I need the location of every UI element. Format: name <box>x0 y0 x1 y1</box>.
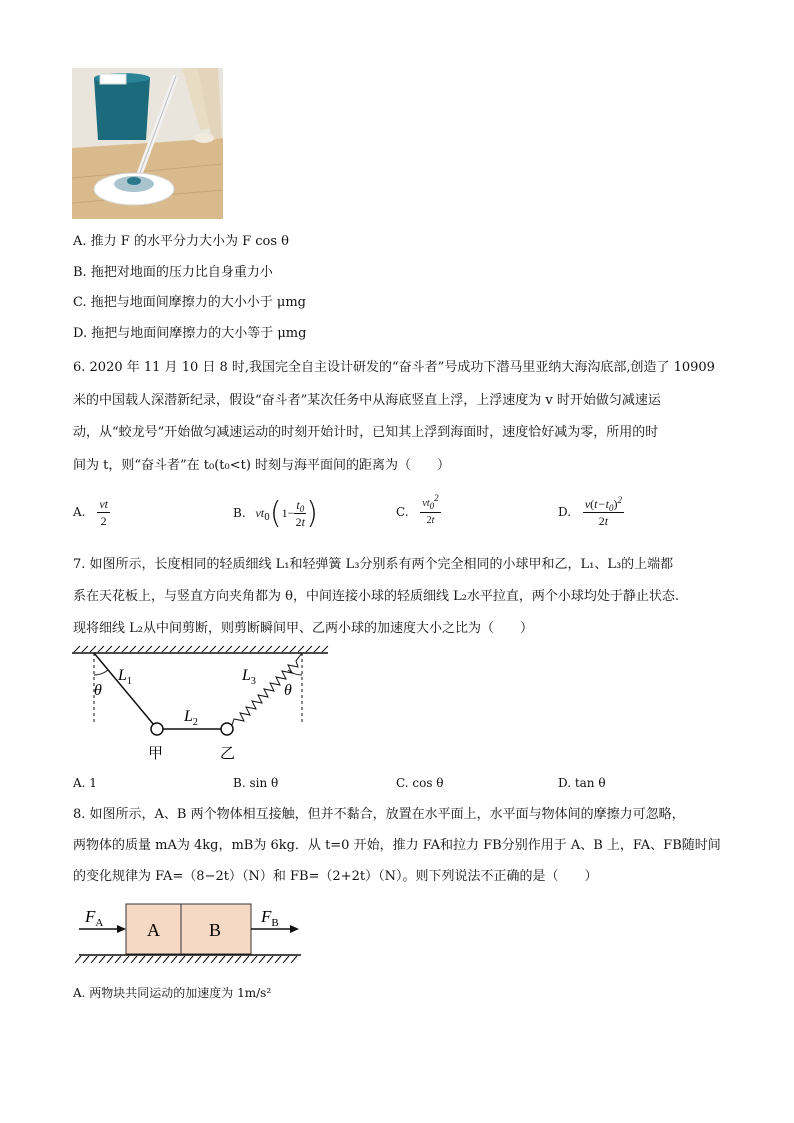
label-theta-right: θ <box>284 682 292 699</box>
formula-c: $\frac{vt_0^2}{2t}$ <box>422 493 439 526</box>
label-l2: $L_2$ <box>184 708 198 728</box>
q5-option-a: A. 推力 F 的水平分力大小为 F cos θ <box>73 234 289 249</box>
formula-vt-over-2: $\frac{vt}{2}$ <box>99 497 108 528</box>
q6-option-d-label: D. <box>558 505 572 519</box>
ball-jia <box>151 723 163 735</box>
label-fb: $F_B$ <box>261 907 279 929</box>
q7-line-3: 现将细线 L₂从中间剪断，则剪断瞬间甲、乙两小球的加速度大小之比为（ ） <box>73 621 533 636</box>
block-a-label: A <box>147 920 160 940</box>
q6-option-d <box>558 496 624 529</box>
ball-yi <box>221 723 233 735</box>
q7-line-2: 系在天花板上，与竖直方向夹角都为 θ，中间连接小球的轻质细线 L₂水平拉直，两个小球均处于静止状态. <box>73 589 680 604</box>
q6-line-2: 米的中国载人深潜新纪录，假设“奋斗者”某次任务中从海底竖直上浮，上浮速度为 v 时开始做匀减速运 <box>73 393 661 408</box>
q8-line-1: 8. 如图所示，A、B 两个物体相互接触，但并不黏合，放置在水平面上，水平面与物体间的摩擦力可忽略， <box>73 807 685 822</box>
q7-option-b: B. sin θ <box>233 776 279 790</box>
q6-line-1: 6. 2020 年 11 月 10 日 8 时,我国完全自主设计研发的“奋斗者”号成功下潜马里亚纳大海沟底部,创造了 10909 <box>73 360 715 375</box>
q6-line-4: 间为 t，则“奋斗者”在 t₀(t₀<t) 时刻与海平面间的距离为（ ） <box>73 458 451 473</box>
q7-option-a: A. 1 <box>73 776 97 790</box>
formula-b: $vt_0(1-$ $\frac{t_0}{2t}$ ) <box>255 496 318 531</box>
q7-figure <box>70 645 332 765</box>
q5-option-c: C. 拖把与地面间摩擦力的大小小于 μmg <box>73 295 306 310</box>
thread-l1 <box>94 653 154 725</box>
q6-option-b-label: B. <box>233 506 246 520</box>
label-yi: 乙 <box>220 746 236 762</box>
q8-figure <box>75 900 305 968</box>
q8-line-2: 两物体的质量 mA为 4kg，mB为 6kg．从 t=0 开始，推力 FA和拉力 FB分别作用于 A、B 上，FA、FB随时间 <box>73 838 721 853</box>
formula-d: $\frac{v(t-t_0)^2}{2t}$ <box>584 495 622 528</box>
q8-option-a: A. 两物块共同运动的加速度为 1m/s² <box>73 986 272 1000</box>
q5-option-b: B. 拖把对地面的压力比自身重力小 <box>73 265 273 280</box>
block-b-label: B <box>209 920 222 940</box>
q6-line-3: 动，从“蛟龙号”开始做匀减速运动的时刻开始计时，已知其上浮到海面时，速度恰好减为零，所用的时 <box>73 425 659 440</box>
q6-option-c <box>396 493 441 529</box>
q6-option-a-label: A. <box>73 505 86 519</box>
q6-option-b <box>233 496 318 531</box>
label-l1: $L_1$ <box>118 667 132 687</box>
label-fa: $F_A$ <box>85 907 104 929</box>
q7-line-1: 7. 如图所示，长度相同的轻质细线 L₁和轻弹簧 L₃分别系有两个完全相同的小球甲和乙，L₁、L₃的上端都 <box>73 557 674 572</box>
q5-option-d: D. 拖把与地面间摩擦力的大小等于 μmg <box>73 326 307 341</box>
q6-option-a <box>73 496 110 529</box>
q7-option-c: C. cos θ <box>396 776 444 790</box>
q6-option-c-label: C. <box>396 505 409 519</box>
label-jia: 甲 <box>148 746 164 762</box>
label-theta-left: θ <box>94 682 102 699</box>
q7-option-d: D. tan θ <box>558 776 606 790</box>
q8-line-3: 的变化规律为 FA=（8−2t）（N）和 FB=（2+2t）（N）。则下列说法不正确的是（ ） <box>73 869 598 884</box>
mop-photo <box>72 68 223 219</box>
label-l3: $L_3$ <box>242 667 256 687</box>
